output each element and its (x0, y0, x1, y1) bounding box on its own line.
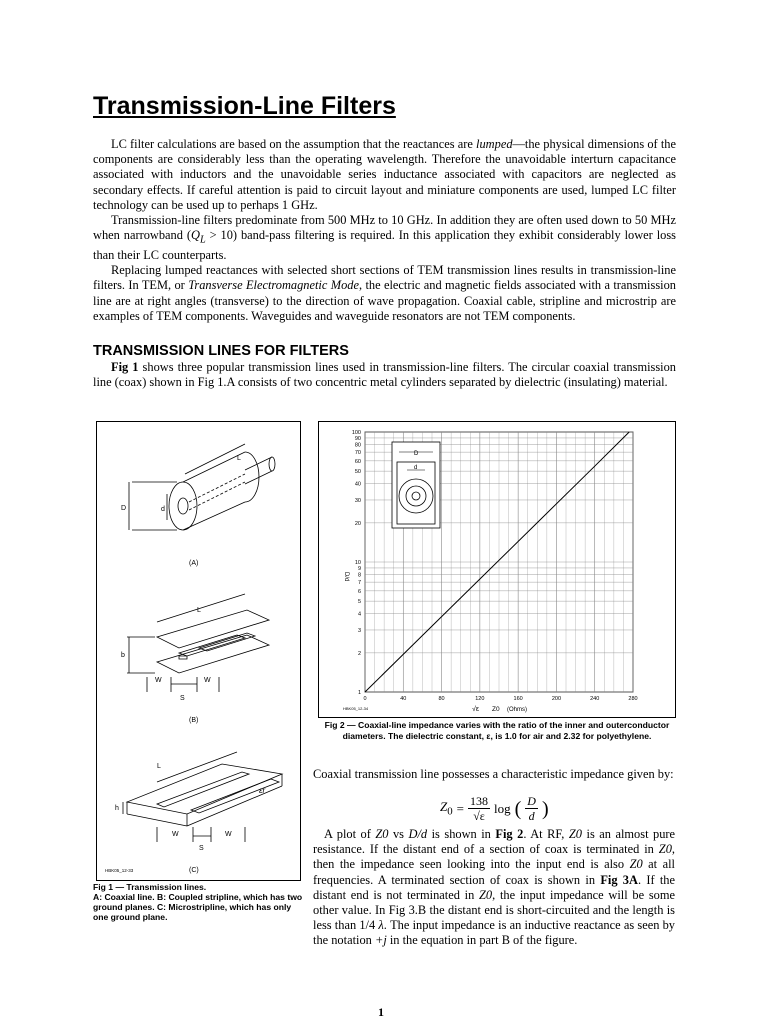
chart-x-tick-label: 0 (363, 696, 367, 702)
chart-xlabel-sqrt: √ε (472, 706, 479, 713)
chart-y-tick-label: 1 (357, 690, 361, 696)
impedance-intro: Coaxial transmission line possesses a characteristic impedance given by: (313, 767, 674, 781)
inset-label-d: d (414, 465, 418, 471)
impedance-paragraph: A plot of Z0 vs D/d is shown in Fig 2. At RF, Z0 is an almost pure resistance. If the distant end of a section of coax is terminated in Z0, then the impedance seen looking into the input end is also Z0 at all frequencies. A terminated section of coax is shown in Fig 3A. If the distant end is not terminated in Z0, the input impedance will be some other value. In Fig 3.B the distant end is short-circuited and the length is less than 1/4 λ. The input impedance is an inductive reactance as seen by the notation +j in the equation in part B of the figure. (313, 827, 676, 948)
fig1-dim-s-b: S (180, 695, 185, 702)
fig1-dim-er: εr (259, 786, 266, 795)
chart-y-tick-label: 30 (354, 497, 361, 504)
fig1-dim-d-big: D (121, 505, 127, 512)
chart-x-tick-label: 240 (590, 696, 600, 702)
fig1-dim-w-4: W (225, 831, 232, 838)
fig1-dim-l-c: L (157, 763, 161, 770)
fig2-id: HBK05_12-34 (343, 706, 369, 711)
fig1-dim-d-small: d (161, 506, 165, 513)
chart-y-tick-label: 40 (354, 481, 361, 488)
coax-inset (392, 442, 440, 528)
fig1-dim-l-a: L (237, 455, 241, 462)
chart-y-tick-label: 7 (357, 580, 361, 587)
fig1-dim-h: h (115, 805, 119, 812)
figure-2-caption: Fig 2 — Coaxial-line impedance varies with the ratio of the inner and outerconductor diameters. The dielectric constant, ε, is 1.0 for air and 2.32 for polyethylene. (324, 720, 670, 741)
chart-x-tick-label: 200 (551, 696, 562, 702)
fig1-label-b: (B) (189, 717, 199, 724)
chart-y-tick-label: 70 (354, 450, 361, 457)
fig1-dim-w-1: W (155, 677, 162, 684)
section-paragraph: Fig 1 shows three popular transmission lines used in transmission-line filters. The circular coaxial transmission line (coax) shown in Fig 1.A consists of two concentric metal cylinders separated by dielectric (insulating) material. (93, 360, 677, 390)
intro-paragraph-2: Transmission-line filters predominate from 500 MHz to 10 GHz. In addition they are often used down to 50 MHz when narrowband $(Q_L > 10)$ band-pass filtering is required. In this application they exhibit considerably lower loss than their LC counterparts. (93, 213, 676, 262)
chart-x-tick-label: 120 (475, 696, 485, 702)
chart-y-tick-label: 90 (354, 435, 361, 442)
fig1-dim-w-3: W (172, 831, 179, 838)
page-title: Transmission-Line Filters (93, 92, 396, 120)
fig1-dim-w-2: W (204, 677, 211, 684)
intro-paragraph-1: LC filter calculations are based on the assumption that the reactances are lumped—the physical dimensions of the components are considerably less than the operating wavelength. Therefore the unavoidable interturn capacitance associated with inductors and the unavoidable series inductance associated with capacitors are neglected as secondary effects. If careful attention is paid to circuit layout and miniature components are used, lumped LC filter technology can be used up to perhaps 1 GHz. (93, 137, 676, 212)
chart-y-tick-label: 80 (354, 442, 361, 449)
chart-x-tick-label: 80 (438, 696, 445, 702)
figure-1-caption (93, 882, 308, 922)
fig1-dim-s-c: S (199, 845, 204, 852)
fig1-id: HBK05_12-33 (105, 868, 134, 873)
figure-2-chart (319, 422, 675, 717)
chart-y-tick-label: 60 (354, 458, 361, 465)
intro-paragraphs (93, 137, 676, 324)
chart-xlabel-z: Z0 (492, 706, 500, 713)
intro-paragraph-3: Replacing lumped reactances with selected short sections of TEM transmission lines results in transmission-line filters. In TEM, or Transverse Electromagnetic Mode, the electric and magnetic fields associated with a transmission line are at right angles (transverse) to the direction of wave propagation. Coaxial cable, stripline and microstrip are examples of TEM components. Waveguides and waveguide resonators are not TEM components. (93, 263, 676, 323)
fig1-label-c: (C) (189, 867, 199, 874)
chart-x-tick-label: 160 (513, 696, 523, 702)
figure-1-drawing (97, 422, 300, 880)
chart-y-tick-label: 100 (351, 430, 361, 436)
chart-y-tick-label: 20 (354, 520, 361, 527)
impedance-formula: $Z_0$ = $\frac{138}{√\varepsilon}$ log ( $\frac{D}{d}$ ) (440, 794, 549, 823)
chart-y-tick-label: 9 (357, 565, 361, 572)
chart-x-tick-label: 40 (400, 696, 407, 702)
figure-2 (318, 421, 676, 718)
page-number: 1 (378, 1005, 384, 1019)
chart-y-tick-label: 50 (354, 469, 361, 476)
fig1-dim-l-b: L (197, 607, 201, 614)
figure-1-caption-body: A: Coaxial line. B: Coupled stripline, which has two ground planes. C: Microstripline, which has only one ground plane. (93, 892, 303, 922)
chart-xlabel-unit: (Ohms) (507, 707, 527, 713)
chart-ylabel: D/d (343, 572, 349, 582)
chart-y-tick-label: 6 (357, 588, 361, 595)
fig1-dim-b: b (121, 652, 125, 659)
figure-1 (96, 421, 301, 881)
section-heading: TRANSMISSION LINES FOR FILTERS (93, 343, 349, 359)
chart-y-tick-label: 4 (357, 611, 361, 618)
figure-1-caption-title: Fig 1 — Transmission lines. (93, 882, 207, 892)
chart-y-tick-label: 2 (357, 650, 361, 657)
chart-y-tick-label: 5 (357, 599, 361, 606)
fig1-label-a: (A) (189, 560, 199, 567)
chart-x-tick-label: 280 (628, 696, 638, 702)
chart-y-tick-label: 3 (357, 627, 361, 634)
inset-label-D: D (414, 451, 419, 457)
chart-y-tick-label: 10 (354, 560, 361, 566)
chart-y-tick-label: 8 (357, 572, 361, 579)
